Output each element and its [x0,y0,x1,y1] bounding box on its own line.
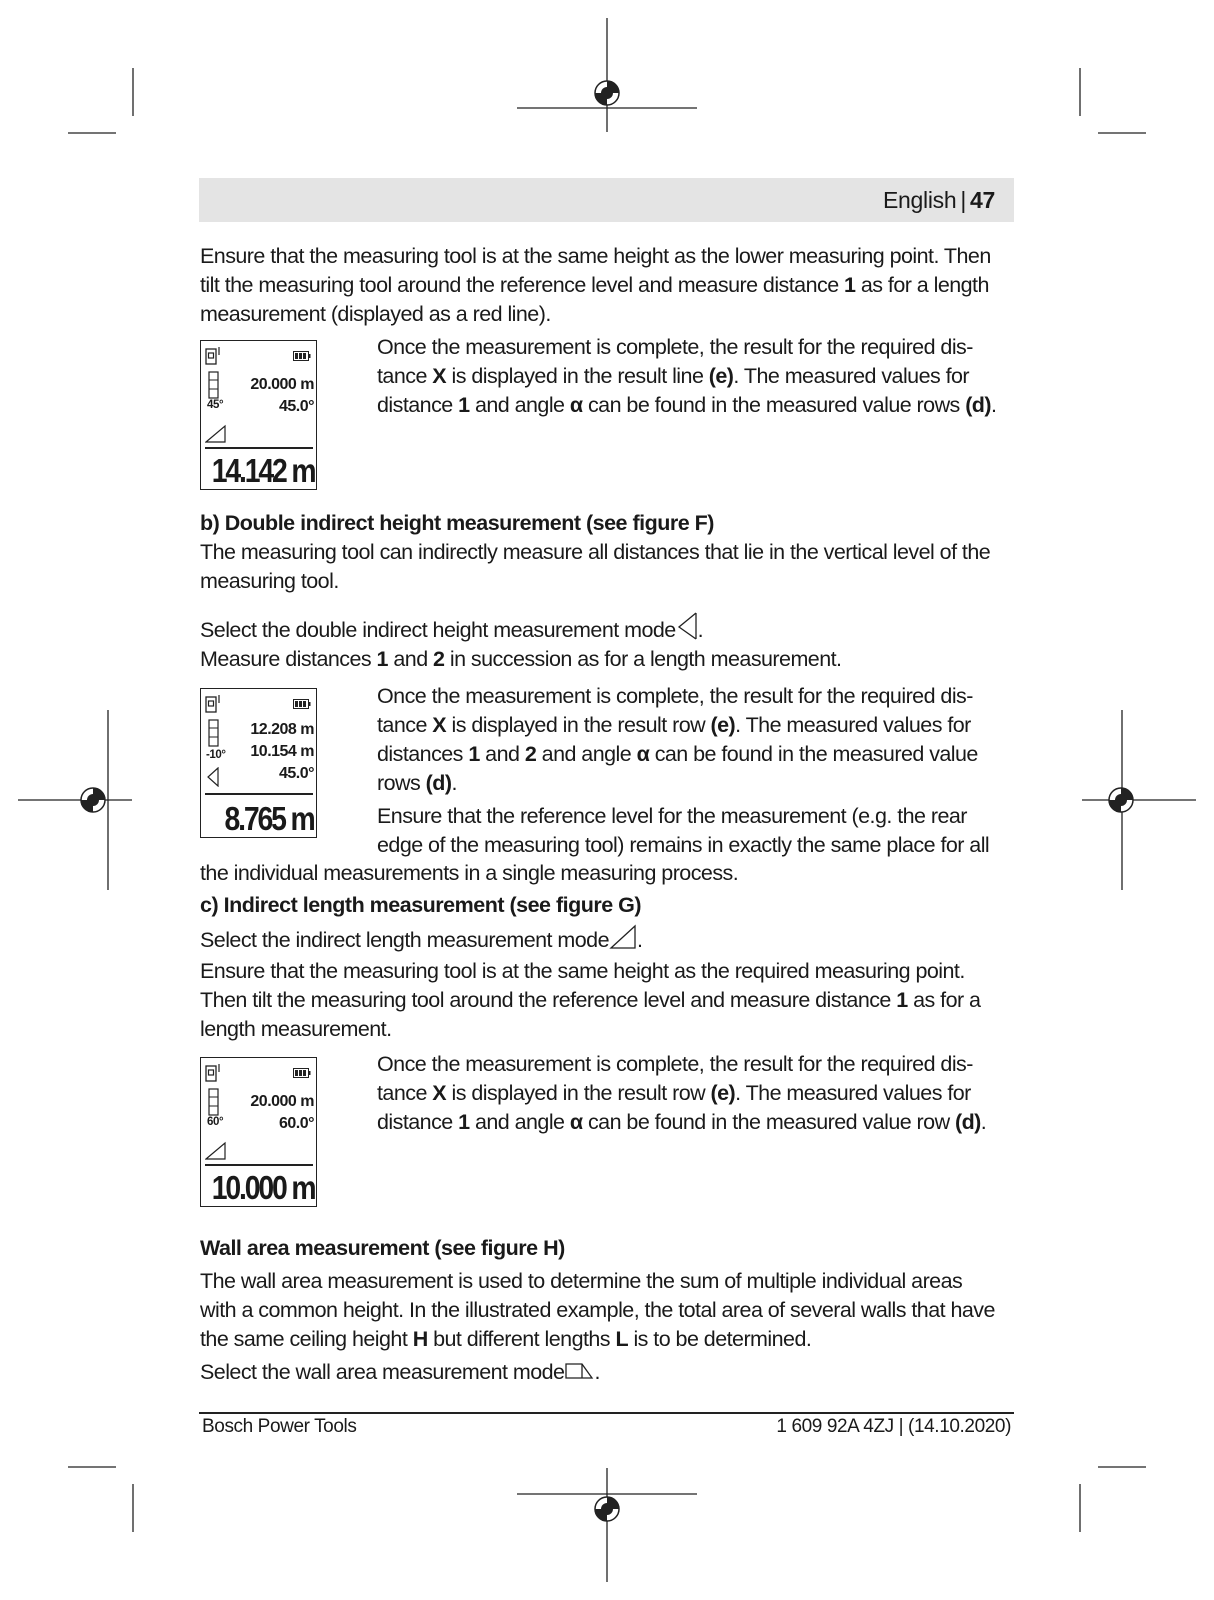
lcd-angle: -10° [206,749,226,761]
footer-left: Bosch Power Tools [202,1416,357,1437]
text3-line-3: distance 1 and angle α can be found in the measured value row (d). [377,1110,987,1134]
section-wall-line-2: with a common height. In the illustrated example, the total area of several walls that have [200,1298,995,1322]
lcd-reference-icon [205,693,223,715]
registration-mark-icon [1109,788,1133,812]
section-c-line-1: Ensure that the measuring tool is at the same height as the required measuring point. [200,959,965,983]
registration-mark-icon [595,81,619,105]
registration-mark-icon [81,788,105,812]
lcd-value-1: 20.000 m [250,1093,314,1110]
length-mode-icon [205,1141,227,1161]
header-label [883,187,1014,214]
header-language: English [882,187,957,213]
text2-line-7: the individual measurements in a single measuring process. [200,861,739,885]
text2-line-1: Once the measurement is complete, the result for the required dis- [377,684,973,708]
section-c-heading: c) Indirect length measurement (see figure G) [200,893,642,917]
lcd-display-3 [200,1057,317,1207]
tilt-level-icon [208,719,220,747]
section-b-select: Select the double indirect height measurement mode . [200,612,703,645]
text1-line-2: tance X is displayed in the result line (e). The measured values for [377,364,970,388]
footer-right: 1 609 92A 4ZJ | (14.10.2020) [776,1416,1011,1437]
page-header [199,178,1014,222]
text2-line-3: distances 1 and 2 and angle α can be found in the measured value [377,742,978,766]
battery-icon [293,699,311,709]
lcd-value-2: 60.0° [278,1115,314,1132]
text3-line-1: Once the measurement is complete, the result for the required dis- [377,1052,973,1076]
section-c-line-2: Then tilt the measuring tool around the reference level and measure distance 1 as for a [200,988,981,1012]
lcd-reference-icon [205,345,223,367]
text1-line-1: Once the measurement is complete, the result for the required dis- [377,335,973,359]
text3-line-2: tance X is displayed in the result row (e). The measured values for [377,1081,971,1105]
lcd-value-1: 12.208 m [250,721,314,738]
tilt-level-icon [208,371,220,399]
intro-line-3: measurement (displayed as a red line). [200,302,551,326]
double-height-mode-icon [206,767,220,787]
battery-icon [293,351,311,361]
tilt-level-icon [208,1088,220,1116]
page-number: 47 [970,187,995,213]
battery-icon [293,1068,311,1078]
double-height-mode-icon [676,612,698,640]
section-b-line-2: measuring tool. [200,569,339,593]
text2-line-4: rows (d). [377,771,457,795]
section-c-line-3: length measurement. [200,1017,392,1041]
section-wall-select: Select the wall area measurement mode . [200,1360,600,1384]
lcd-result: 10.000 m [211,1169,314,1206]
lcd-value-3: 45.0° [278,765,314,782]
text2-line-2: tance X is displayed in the result row (e). The measured values for [377,713,971,737]
text2-line-5: Ensure that the reference level for the measurement (e.g. the rear [377,804,967,828]
section-wall-heading: Wall area measurement (see figure H) [200,1236,565,1260]
intro-line-2: tilt the measuring tool around the reference level and measure distance 1 as for a length [200,273,989,297]
section-b-line-1: The measuring tool can indirectly measure all distances that lie in the vertical level of the [200,540,991,564]
intro-line-1: Ensure that the measuring tool is at the same height as the lower measuring point. Then [200,244,991,268]
lcd-result: 14.142 m [211,452,314,489]
lcd-angle: 45° [207,399,224,411]
wall-area-mode-icon [564,1360,594,1382]
text2-line-6: edge of the measuring tool) remains in exactly the same place for all [377,833,990,857]
lcd-value-2: 10.154 m [250,743,314,760]
lcd-reference-icon [205,1062,223,1084]
length-mode-icon [609,924,637,950]
section-wall-line-1: The wall area measurement is used to determine the sum of multiple individual areas [200,1269,963,1293]
section-c-select: Select the indirect length measurement mode . [200,924,642,955]
header-separator: | [960,187,967,213]
lcd-value-2: 45.0° [278,398,314,415]
lcd-display-1 [200,340,317,490]
section-b-heading: b) Double indirect height measurement (see figure F) [200,511,714,535]
lcd-result: 8.765 m [224,800,314,837]
footer-rule [199,1412,1014,1414]
text1-line-3: distance 1 and angle α can be found in the measured value rows (d). [377,393,997,417]
lcd-angle: 60° [207,1116,224,1128]
registration-mark-icon [595,1497,619,1521]
section-b-measure: Measure distances 1 and 2 in succession as for a length measurement. [200,647,842,671]
section-wall-line-3: the same ceiling height H but different lengths L is to be determined. [200,1327,812,1351]
length-mode-icon [205,424,227,444]
lcd-value-1: 20.000 m [250,376,314,393]
lcd-display-2 [200,688,317,838]
